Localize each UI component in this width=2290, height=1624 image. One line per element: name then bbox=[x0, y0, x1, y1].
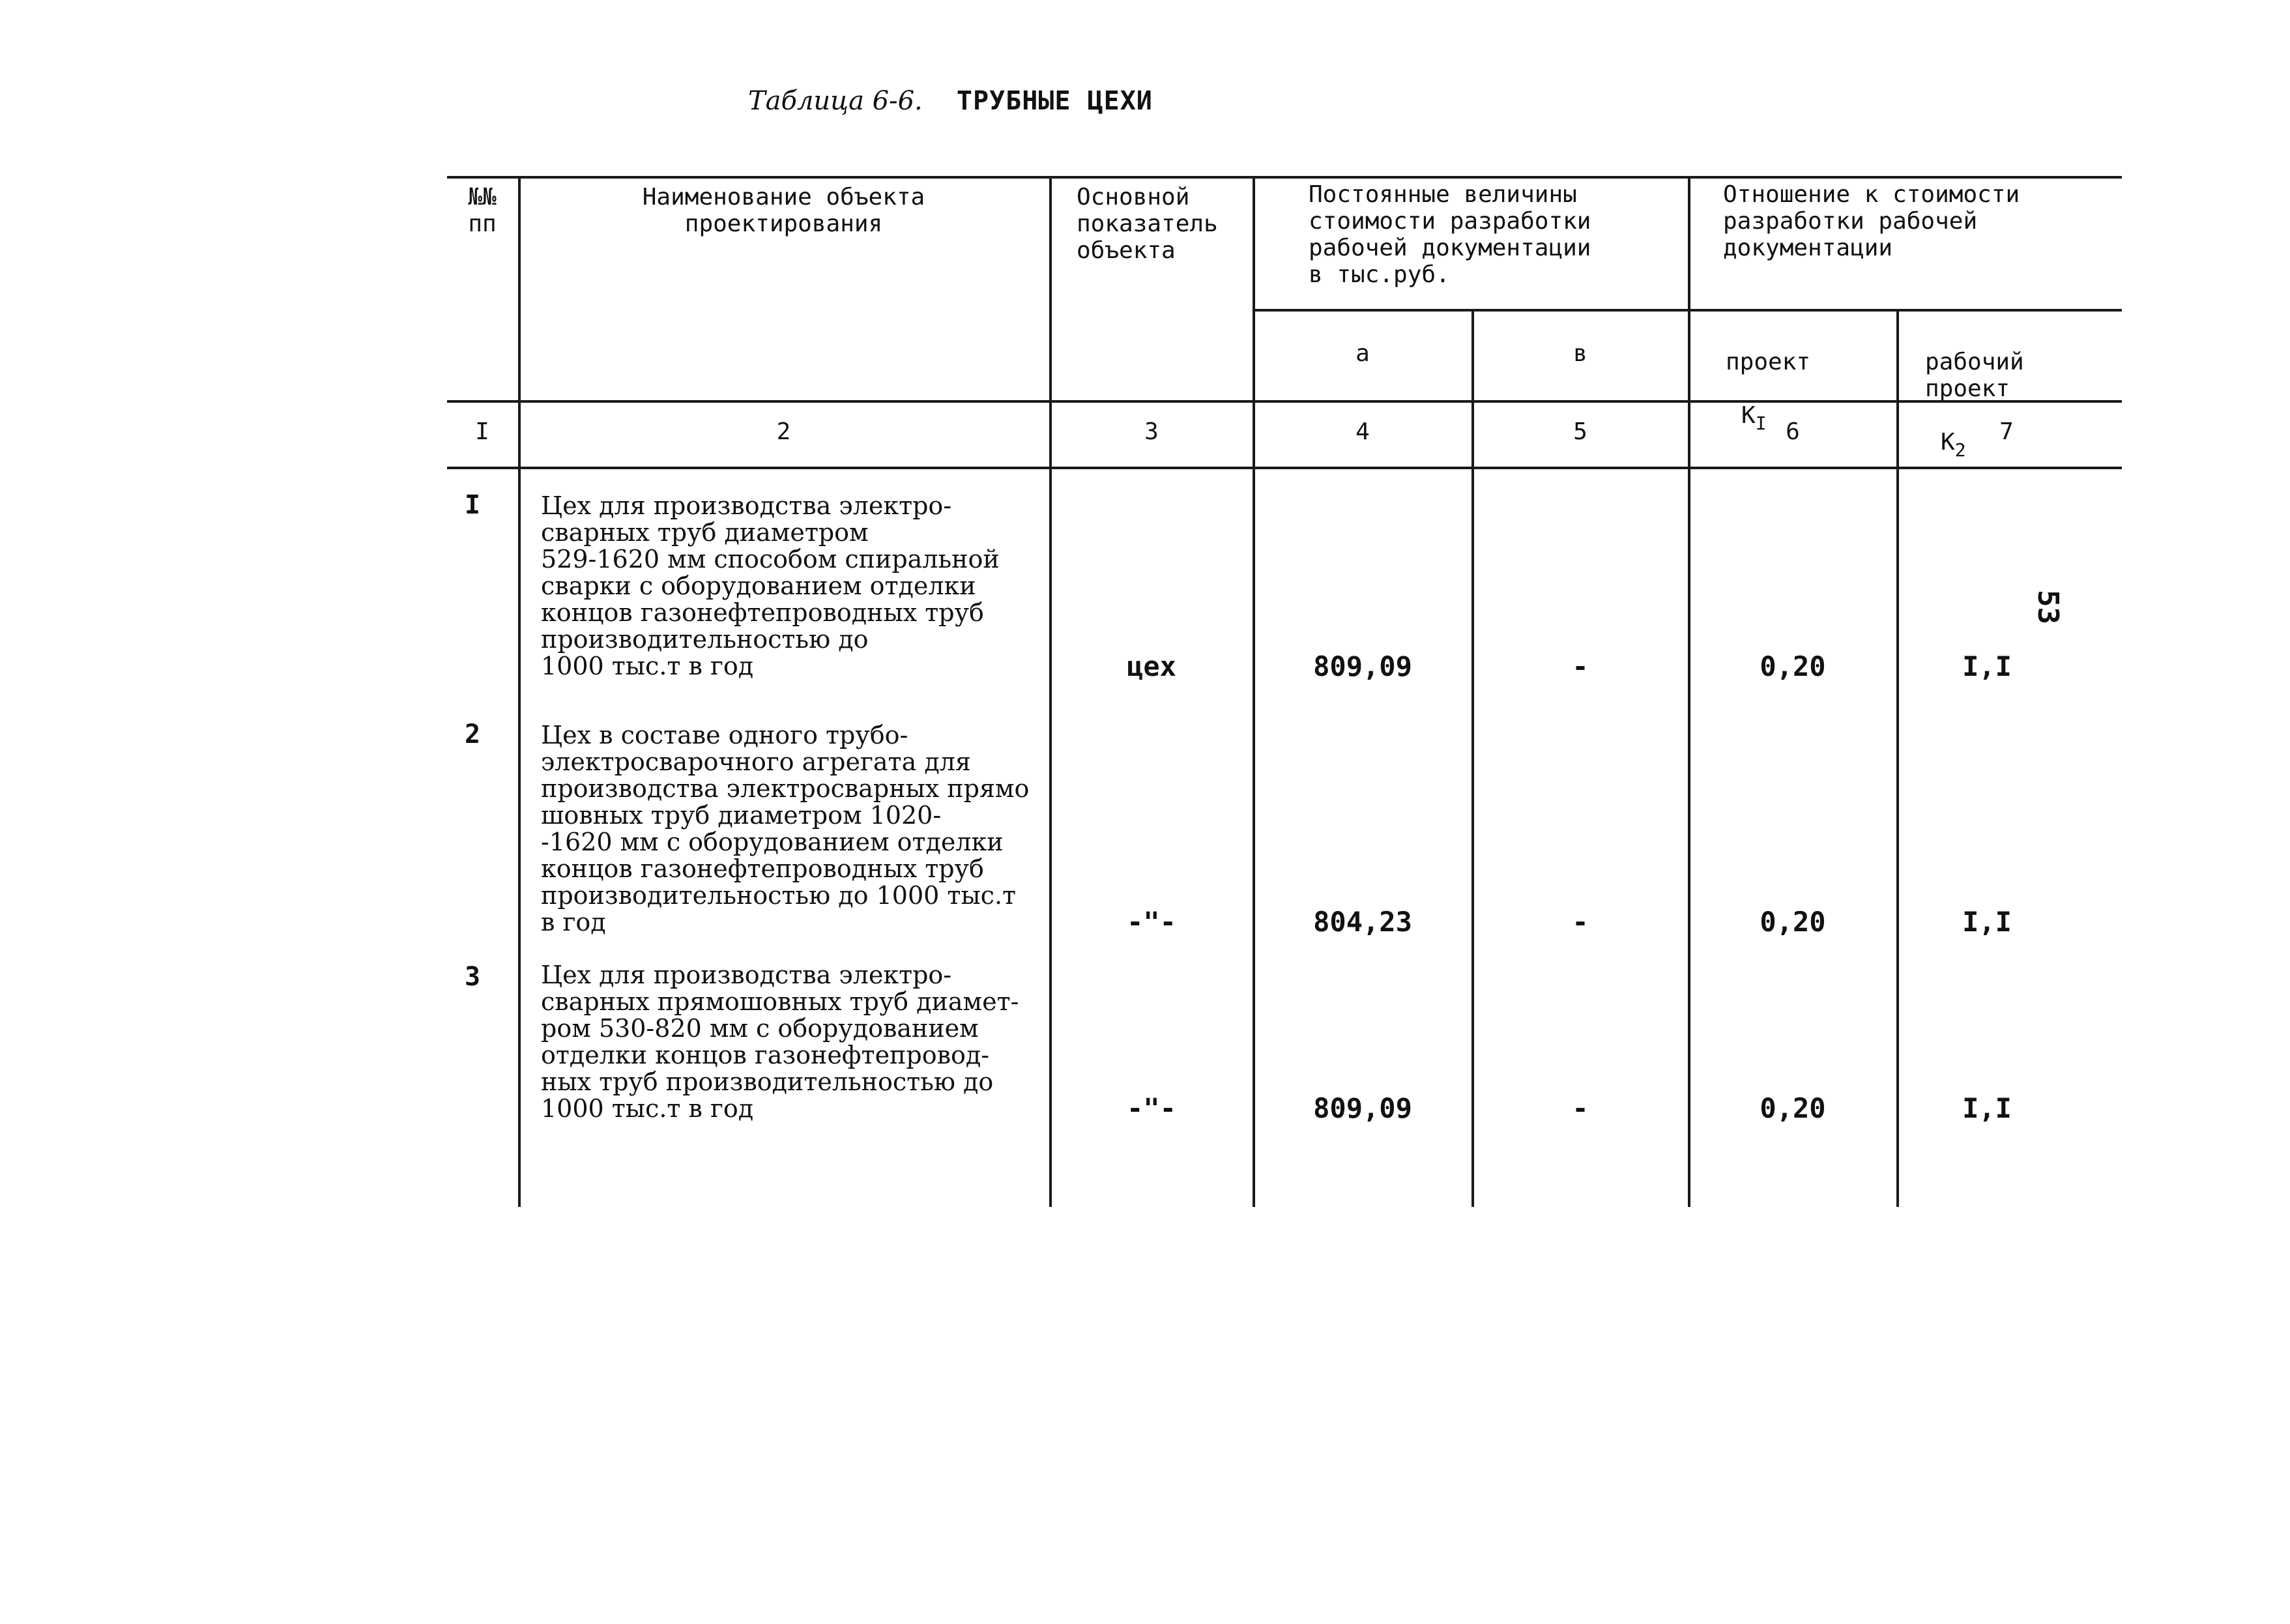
row-number: 3 bbox=[464, 962, 481, 992]
header-k1-symbol: К bbox=[1741, 402, 1756, 429]
header-name: Наименование объекта проектирования bbox=[642, 184, 925, 237]
rule-top bbox=[447, 176, 2122, 179]
header-k2-label: рабочий проект bbox=[1925, 349, 2024, 402]
column-number-4: 4 bbox=[1355, 418, 1370, 445]
row-indicator: -"- bbox=[1127, 1092, 1176, 1124]
col-border-1 bbox=[518, 177, 521, 1207]
row-value-k2: I,I bbox=[1962, 906, 2012, 938]
row-value-a: 809,09 bbox=[1313, 1092, 1412, 1124]
row-value-k2: I,I bbox=[1962, 650, 2012, 682]
col-border-3 bbox=[1253, 177, 1255, 1207]
header-k1-label: проект bbox=[1726, 349, 1811, 375]
page-number: 53 bbox=[2031, 590, 2065, 624]
rule-numbers-bottom bbox=[447, 467, 2122, 469]
row-description: Цех для производства электро- сварных труб диаметром 529-1620 мм способом спиральной сварки с оборудованием отделки концов газонефтепроводных труб производительностью до 1000 тыс.т в год bbox=[541, 491, 1000, 680]
header-k2-symbol: К bbox=[1941, 429, 1955, 456]
row-number: I bbox=[464, 490, 481, 520]
header-k2-sub: 2 bbox=[1954, 439, 1966, 461]
row-number: 2 bbox=[464, 719, 481, 749]
row-value-k1: 0,20 bbox=[1760, 650, 1826, 682]
rule-header-split bbox=[1253, 309, 2122, 312]
column-number-3: 3 bbox=[1144, 418, 1159, 445]
row-value-a: 804,23 bbox=[1313, 906, 1412, 938]
row-indicator: -"- bbox=[1127, 906, 1176, 938]
row-description: Цех в составе одного трубо- электросварочного агрегата для производства электросварных прямо шовных труб диаметром 1020- -1620 мм с оборудованием отделки концов газонефтепроводных труб производительностью до 1000 тыс.т в год bbox=[541, 721, 1030, 936]
row-value-b: - bbox=[1572, 1092, 1589, 1124]
row-value-a: 809,09 bbox=[1313, 650, 1412, 682]
row-value-k1: 0,20 bbox=[1760, 906, 1826, 938]
row-indicator: цех bbox=[1127, 650, 1176, 682]
header-a: а bbox=[1355, 340, 1370, 367]
column-number-2: 2 bbox=[776, 418, 791, 445]
row-description: Цех для производства электро- сварных прямошовных труб диамет- ром 530-820 мм с оборудованием отделки концов газонефтепровод- ных труб производительностью до 1000 тыс.т в год bbox=[541, 961, 1019, 1123]
column-number-1: I bbox=[475, 418, 489, 445]
header-b: в bbox=[1573, 340, 1587, 367]
column-number-6: 6 bbox=[1786, 418, 1800, 445]
header-constants: Постоянные величины стоимости разработки рабочей документации в тыс.руб. bbox=[1309, 181, 1591, 288]
row-value-k2: I,I bbox=[1962, 1092, 2012, 1124]
header-ratio: Отношение к стоимости разработки рабочей документации bbox=[1723, 181, 2020, 261]
column-number-5: 5 bbox=[1573, 418, 1587, 445]
table-title bbox=[748, 86, 1153, 116]
col-border-5 bbox=[1688, 177, 1690, 1207]
header-k1-sub: I bbox=[1755, 413, 1767, 434]
header-number: №№ пп bbox=[468, 184, 497, 237]
row-value-b: - bbox=[1572, 650, 1589, 682]
row-value-b: - bbox=[1572, 906, 1589, 938]
column-number-7: 7 bbox=[1999, 418, 2014, 445]
row-value-k1: 0,20 bbox=[1760, 1092, 1826, 1124]
table-title-label: Таблица 6-6. bbox=[748, 86, 923, 116]
table-title-name: ТРУБНЫЕ ЦЕХИ bbox=[956, 86, 1153, 116]
header-indicator: Основной показатель объекта bbox=[1077, 184, 1218, 264]
